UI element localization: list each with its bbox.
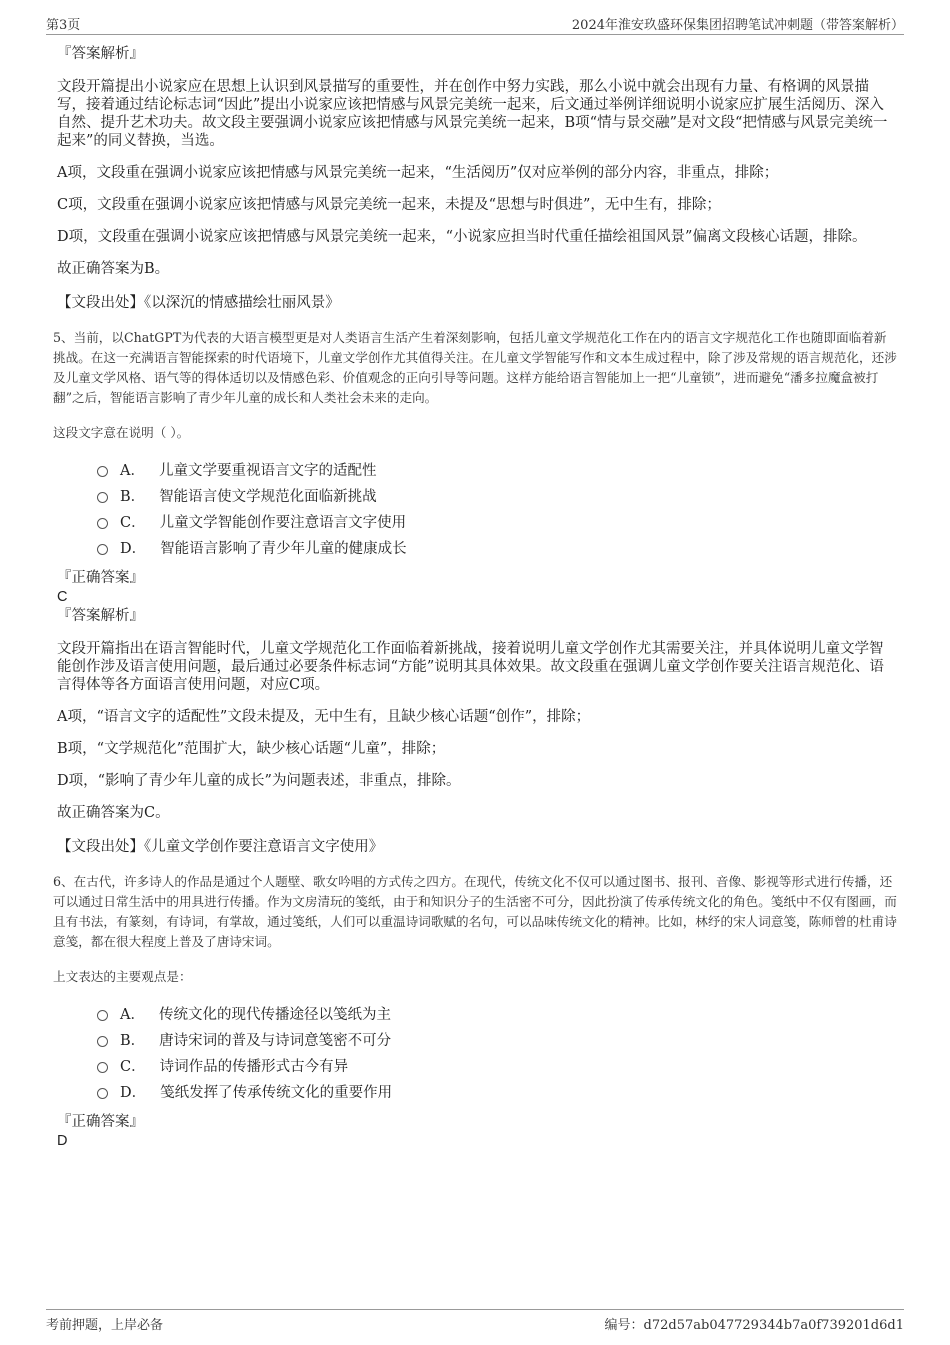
- analysis-option-d: D项，“影响了青少年儿童的成长”为问题表述，非重点，排除。: [57, 773, 461, 789]
- question-6-text: 6、在古代，许多诗人的作品是通过个人题壁、歌女吟唱的方式传之四方。在现代，传统文化不仅可以通过图书、报刊、音像、影视等形式进行传播，还可以通过日常生活中的用具进行传播。作为文房清玩的笺纸，由于和知识分子的生活密不可分，因此扮演了传承传统文化的角色。笺纸中不仅有图画，而且有书法，有篆刻，有诗词，有掌故，通过笺纸，人们可以重温诗词歌赋的名句，可以品味传统文化的精神。比如，林纾的宋人词意笺，陈师曾的杜甫诗意笺，都在很大程度上普及了唐诗宋词。: [53, 874, 897, 949]
- question-6-prompt: 上文表达的主要观点是：: [53, 969, 192, 984]
- analysis-paragraph: 文段开篇提出小说家应在思想上认识到风景描写的重要性，并在创作中努力实践，那么小说中就会出现有力量、有格调的风景描写，接着通过结论标志词“因此”提出小说家应该把情感与风景完美统一起来，后文通过举例详细说明小说家应扩展生活阅历、深入自然、提升艺术功夫。故文段主要强调小说家应该把情感与风景完美统一起来，B项“情与景交融”是对文段“把情感与风景完美统一起来”的同义替换，当选。: [57, 79, 888, 149]
- choice-letter: C．: [120, 1058, 146, 1075]
- choice-text: 诗词作品的传播形式古今有异: [159, 1058, 349, 1075]
- choice-letter: B．: [120, 1032, 146, 1049]
- radio-icon[interactable]: [97, 466, 108, 477]
- page-header: [46, 14, 904, 35]
- analysis-option-a: A项，“语言文字的适配性”文段未提及，无中生有，且缺少核心话题“创作”，排除；: [57, 709, 591, 725]
- analysis-option-a: A项，文段重在强调小说家应该把情感与风景完美统一起来，“生活阅历”仅对应举例的部分内容，非重点，排除；: [57, 165, 779, 181]
- choice-a[interactable]: [97, 456, 897, 482]
- radio-icon[interactable]: [97, 492, 108, 503]
- choice-letter: A．: [120, 462, 145, 479]
- correct-answer: C: [57, 589, 68, 605]
- radio-icon[interactable]: [97, 518, 108, 529]
- correct-answer-tag: 『正确答案』: [57, 1114, 144, 1130]
- answer-analysis-tag: 『答案解析』: [57, 46, 144, 62]
- choice-text: 儿童文学智能创作要注意语言文字使用: [159, 514, 407, 531]
- choice-c[interactable]: [97, 1052, 897, 1078]
- question-5-prompt: 这段文字意在说明（ ）。: [53, 425, 190, 440]
- answer-summary: 故正确答案为C。: [57, 805, 170, 821]
- choice-text: 智能语言影响了青少年儿童的健康成长: [160, 540, 407, 557]
- radio-icon[interactable]: [97, 1088, 108, 1099]
- choice-text: 智能语言使文学规范化面临新挑战: [159, 488, 377, 505]
- footer-slogan: 考前押题，上岸必备: [46, 1318, 164, 1333]
- page-footer: [46, 1309, 904, 1332]
- choice-d[interactable]: [97, 534, 897, 560]
- choice-letter: A．: [120, 1006, 145, 1023]
- choice-text: 唐诗宋词的普及与诗词意笺密不可分: [159, 1032, 392, 1049]
- choice-b[interactable]: [97, 1026, 897, 1052]
- choice-letter: C．: [120, 514, 146, 531]
- choice-text: 笺纸发挥了传承传统文化的重要作用: [160, 1084, 393, 1101]
- correct-answer: D: [57, 1133, 68, 1149]
- choice-text: 传统文化的现代传播途径以笺纸为主: [158, 1006, 391, 1023]
- analysis-paragraph: 文段开篇指出在语言智能时代，儿童文学规范化工作面临着新挑战，接着说明儿童文学创作尤其需要关注，并具体说明儿童文学智能创作涉及语言使用问题，最后通过必要条件标志词“方能”说明其具体效果。故文段重在强调儿童文学创作要关注语言规范化、语言得体等各方面语言使用问题，对应C项。: [57, 641, 884, 693]
- radio-icon[interactable]: [97, 544, 108, 555]
- passage-source: 【文段出处】《儿童文学创作要注意语言文字使用》: [57, 839, 384, 855]
- choice-text: 儿童文学要重视语言文字的适配性: [158, 462, 377, 479]
- choice-letter: B．: [120, 488, 146, 505]
- question-5-choices: [97, 456, 897, 560]
- analysis-option-c: C项，文段重在强调小说家应该把情感与风景完美统一起来，未提及“思想与时俱进”，无中生有，排除；: [57, 197, 721, 213]
- question-6-choices: [97, 1000, 897, 1104]
- correct-answer-tag: 『正确答案』: [57, 570, 144, 586]
- page-content: [53, 44, 897, 1150]
- choice-a[interactable]: [97, 1000, 897, 1026]
- passage-source: 【文段出处】《以深沉的情感描绘壮丽风景》: [57, 295, 340, 311]
- choice-c[interactable]: [97, 508, 897, 534]
- answer-summary: 故正确答案为B。: [57, 261, 170, 277]
- radio-icon[interactable]: [97, 1062, 108, 1073]
- analysis-option-d: D项，文段重在强调小说家应该把情感与风景完美统一起来，“小说家应担当时代重任描绘祖国风景”偏离文段核心话题，排除。: [57, 229, 867, 245]
- choice-d[interactable]: [97, 1078, 897, 1104]
- radio-icon[interactable]: [97, 1010, 108, 1021]
- choice-letter: D．: [120, 1084, 147, 1101]
- choice-b[interactable]: [97, 482, 897, 508]
- radio-icon[interactable]: [97, 1036, 108, 1047]
- analysis-option-b: B项，“文学规范化”范围扩大，缺少核心话题“儿童”，排除；: [57, 741, 446, 757]
- document-title: 2024年淮安玖盛环保集团招聘笔试冲刺题（带答案解析）: [571, 18, 904, 33]
- choice-letter: D．: [120, 540, 147, 557]
- question-5-text: 5、当前，以ChatGPT为代表的大语言模型更是对人类语言生活产生着深刻影响，包括儿童文学规范化工作在内的语言文字规范化工作也随即面临着新挑战。在这一充满语言智能探索的时代语境下，儿童文学创作尤其值得关注。在儿童文学智能写作和文本生成过程中，除了涉及常规的语言规范化，还涉及儿童文学风格、语气等的得体适切以及情感色彩、价值观念的正向引导等问题。这样方能给语言智能加上一把“儿童锁”，进而避免“潘多拉魔盒被打翻”之后，智能语言影响了青少年儿童的成长和人类社会未来的走向。: [53, 330, 897, 405]
- page-number: 第3页: [46, 18, 81, 33]
- document-id: 编号：d72d57ab047729344b7a0f739201d6d1: [604, 1318, 904, 1333]
- answer-analysis-tag: 『答案解析』: [57, 608, 144, 624]
